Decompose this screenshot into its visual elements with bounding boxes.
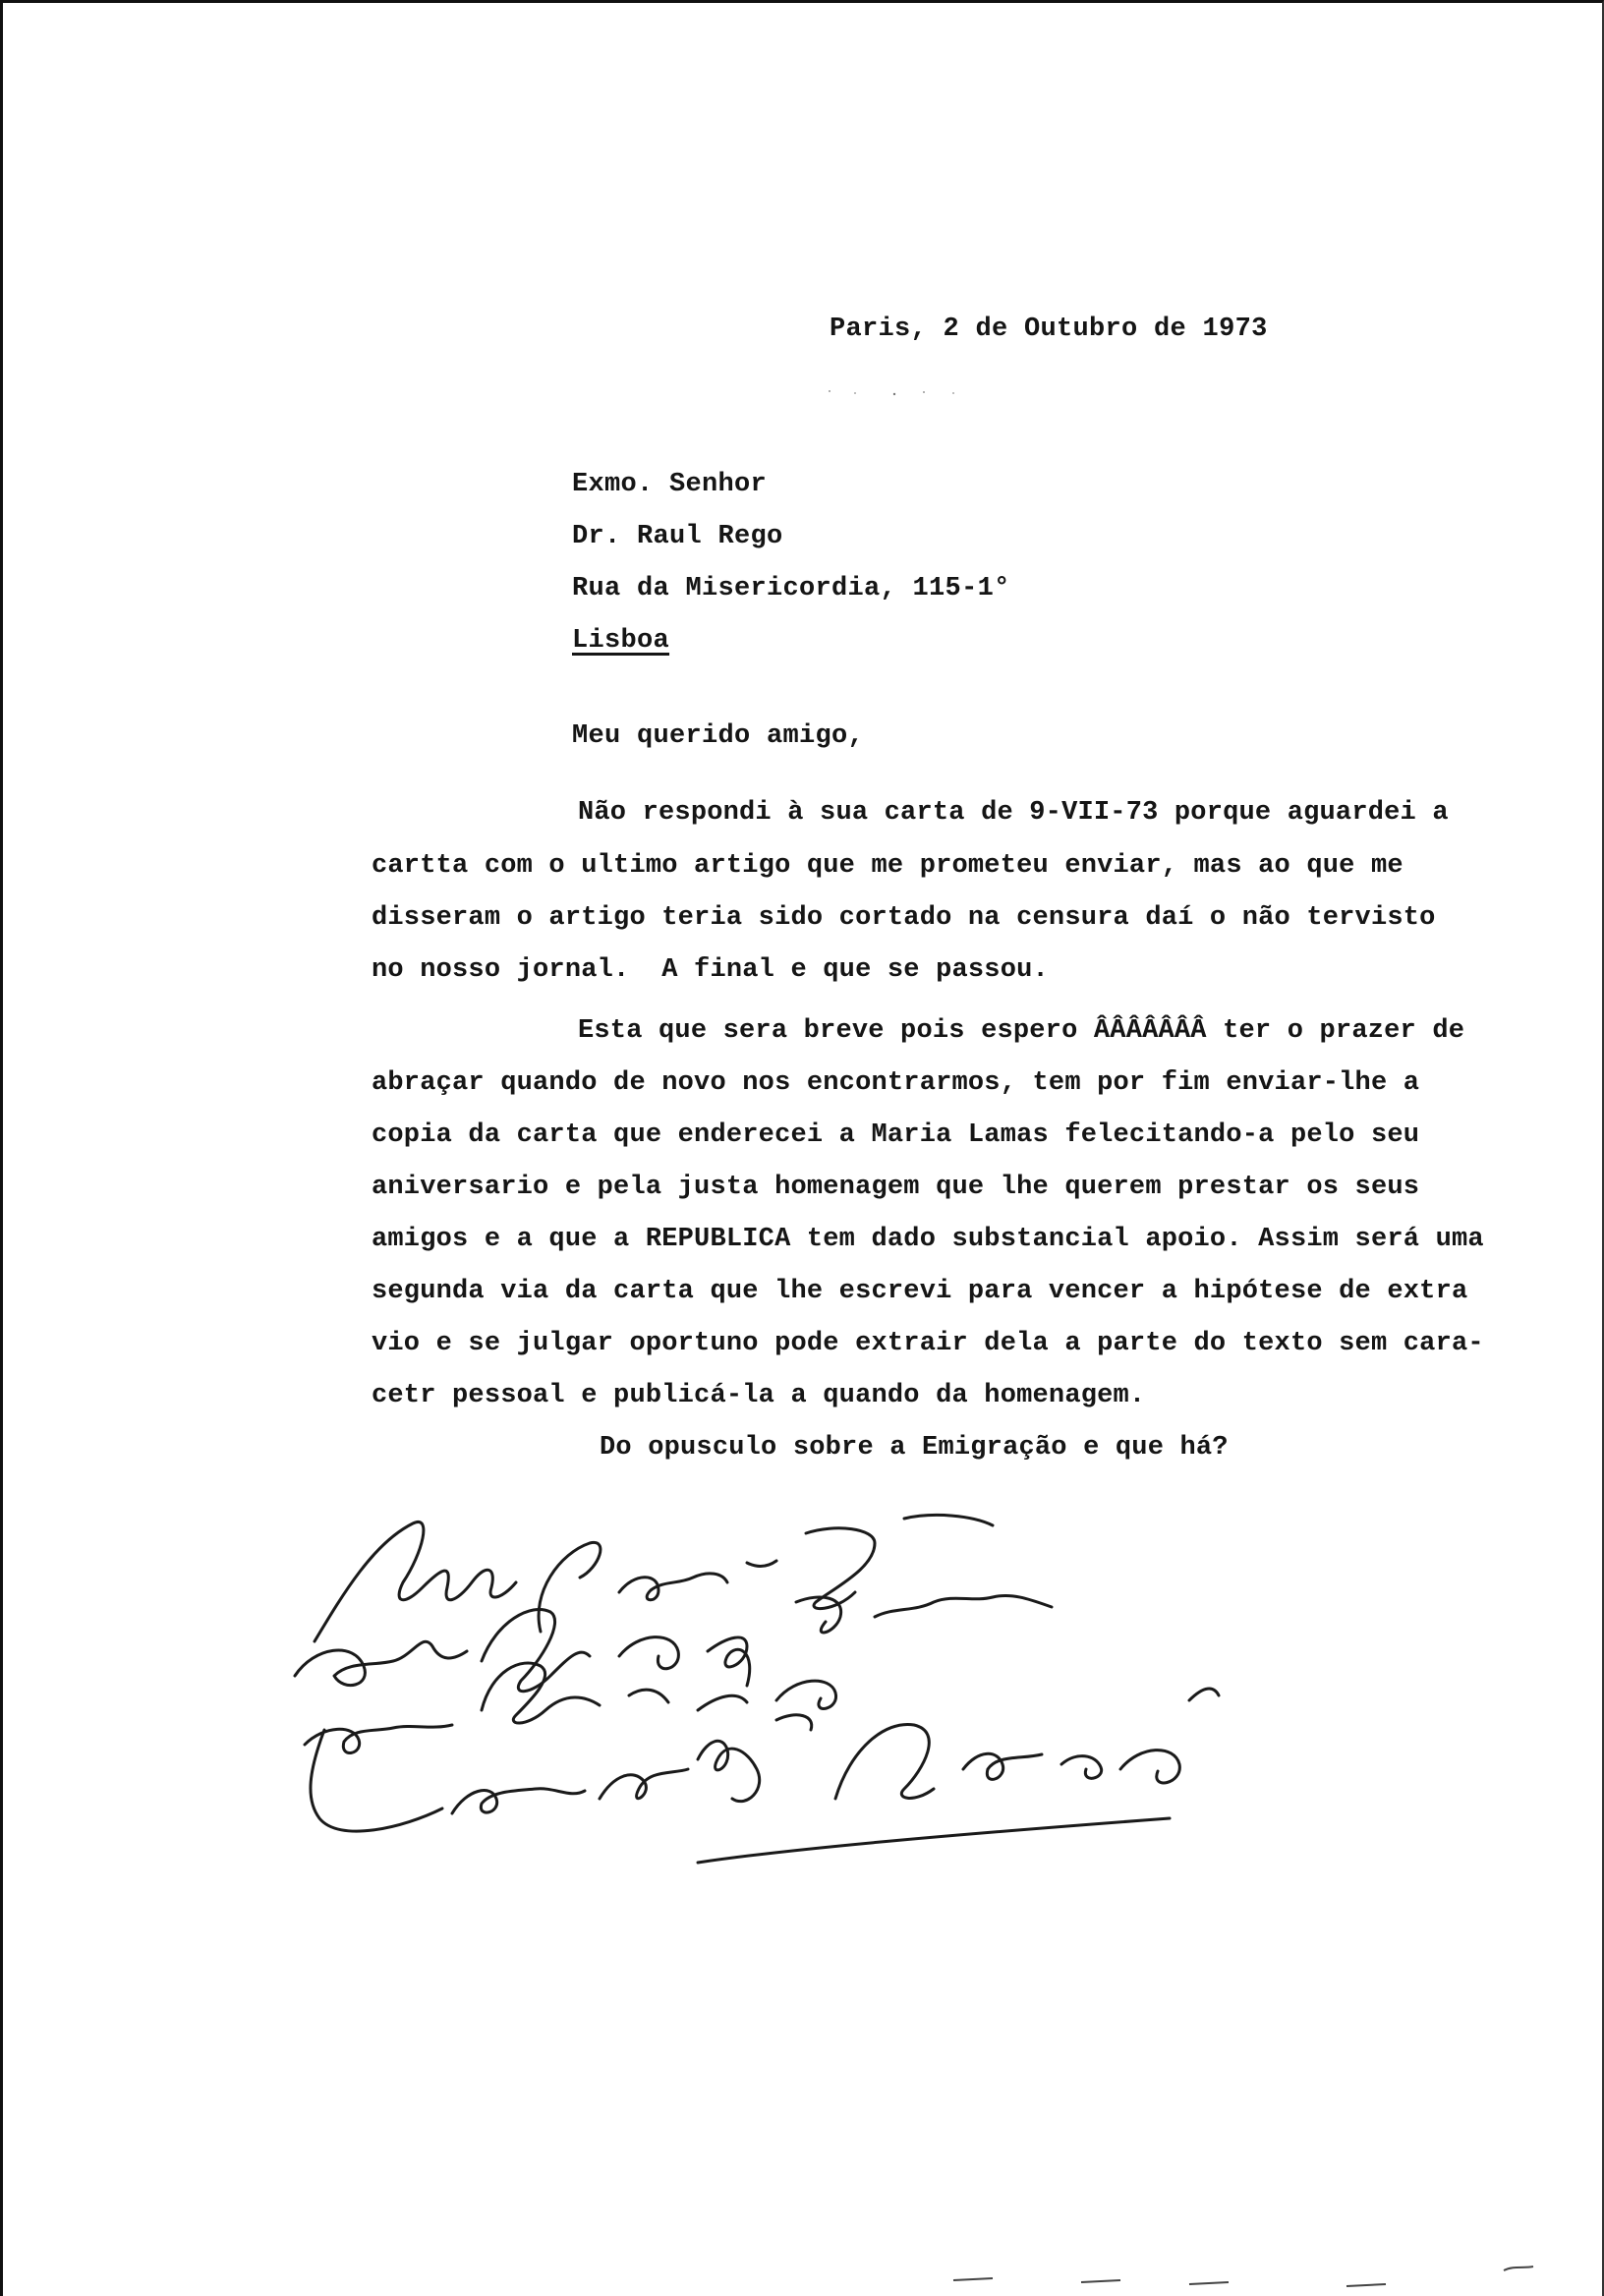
body-line: cartta com o ultimo artigo que me prometeu enviar, mas ao que me (372, 851, 1404, 881)
body-line: copia da carta que enderecei a Maria Lamas felecitando-a pelo seu (372, 1120, 1420, 1150)
body-line: abraçar quando de novo nos encontrarmos, tem por fim enviar-lhe a (372, 1068, 1420, 1098)
recipient-name: Dr. Raul Rego (572, 522, 783, 551)
body-line: aniversario e pela justa homenagem que lhe querem prestar os seus (372, 1173, 1420, 1202)
body-line: Não respondi à sua carta de 9-VII-73 porque aguardei a (578, 798, 1449, 828)
handwritten-signature (285, 1474, 1563, 1887)
body-line: segunda via da carta que lhe escrevi para vencer a hipótese de extra (372, 1277, 1468, 1306)
body-line: Do opusculo sobre a Emigração e que há? (600, 1433, 1229, 1463)
ink-smudge (826, 385, 983, 399)
greeting: Meu querido amigo, (572, 721, 865, 751)
bottom-edge-marks (934, 2261, 1563, 2296)
recipient-title: Exmo. Senhor (572, 470, 768, 499)
recipient-street: Rua da Misericordia, 115-1° (572, 574, 1010, 603)
recipient-city: Lisboa (572, 626, 670, 656)
date-line: Paris, 2 de Outubro de 1973 (830, 315, 1268, 344)
body-line: no nosso jornal. A final e que se passou. (372, 955, 1049, 985)
body-line: disseram o artigo teria sido cortado na censura daí o não tervisto (372, 903, 1436, 933)
body-line: cetr pessoal e publicá-la a quando da homenagem. (372, 1381, 1146, 1410)
body-line: amigos e a que a REPUBLICA tem dado substancial apoio. Assim será uma (372, 1225, 1484, 1254)
body-line: Esta que sera breve pois espero ÂÂÂÂÂÂÂ ter o prazer de (578, 1016, 1465, 1046)
body-line: vio e se julgar oportuno pode extrair dela a parte do texto sem cara- (372, 1329, 1484, 1358)
